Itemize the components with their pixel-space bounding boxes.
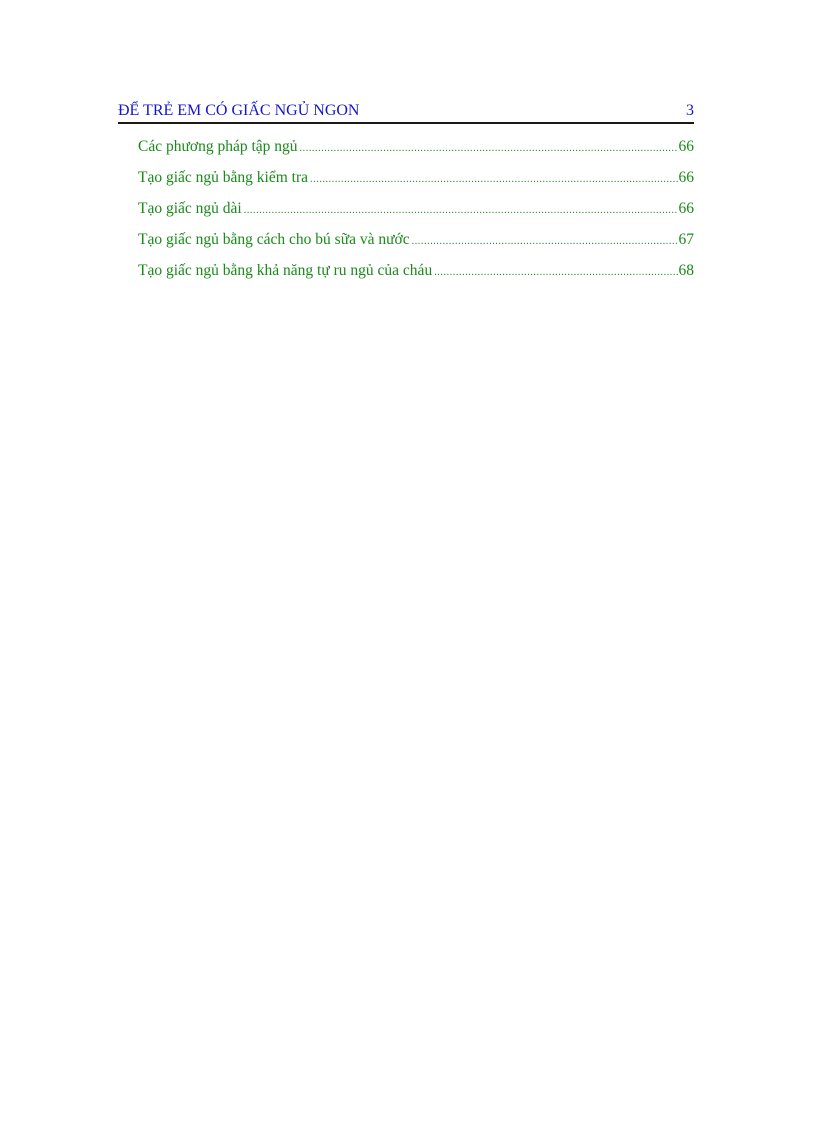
toc-dot-leader: [244, 205, 678, 216]
header-page-number: 3: [686, 102, 694, 119]
toc-dot-leader: [310, 174, 677, 185]
header-title: ĐỂ TRẺ EM CÓ GIẤC NGỦ NGON: [118, 102, 360, 119]
toc-entry-label: Tạo giấc ngủ bằng khả năng tự ru ngủ của cháu: [138, 262, 433, 279]
toc-dot-leader: [300, 143, 678, 154]
toc-entry-page: 66: [678, 200, 694, 217]
toc-entry-label: Tạo giấc ngủ bằng cách cho bú sữa và nước: [138, 231, 410, 248]
toc-entry-page: 68: [678, 262, 694, 279]
toc-dot-leader: [434, 267, 677, 278]
toc-entry-page: 66: [678, 169, 694, 186]
toc-entry-label: Tạo giấc ngủ bằng kiểm tra: [138, 169, 309, 186]
toc-entry-page: 67: [678, 231, 694, 248]
table-of-contents: [138, 138, 694, 293]
toc-entry-page: 66: [678, 138, 694, 155]
toc-entry[interactable]: [138, 138, 694, 169]
toc-entry[interactable]: [138, 262, 694, 293]
running-header: [118, 100, 694, 124]
toc-entry[interactable]: [138, 231, 694, 262]
toc-dot-leader: [412, 236, 678, 247]
toc-entry-label: Tạo giấc ngủ dài: [138, 200, 242, 217]
toc-entry[interactable]: [138, 169, 694, 200]
toc-entry[interactable]: [138, 200, 694, 231]
toc-entry-label: Các phương pháp tập ngủ: [138, 138, 298, 155]
